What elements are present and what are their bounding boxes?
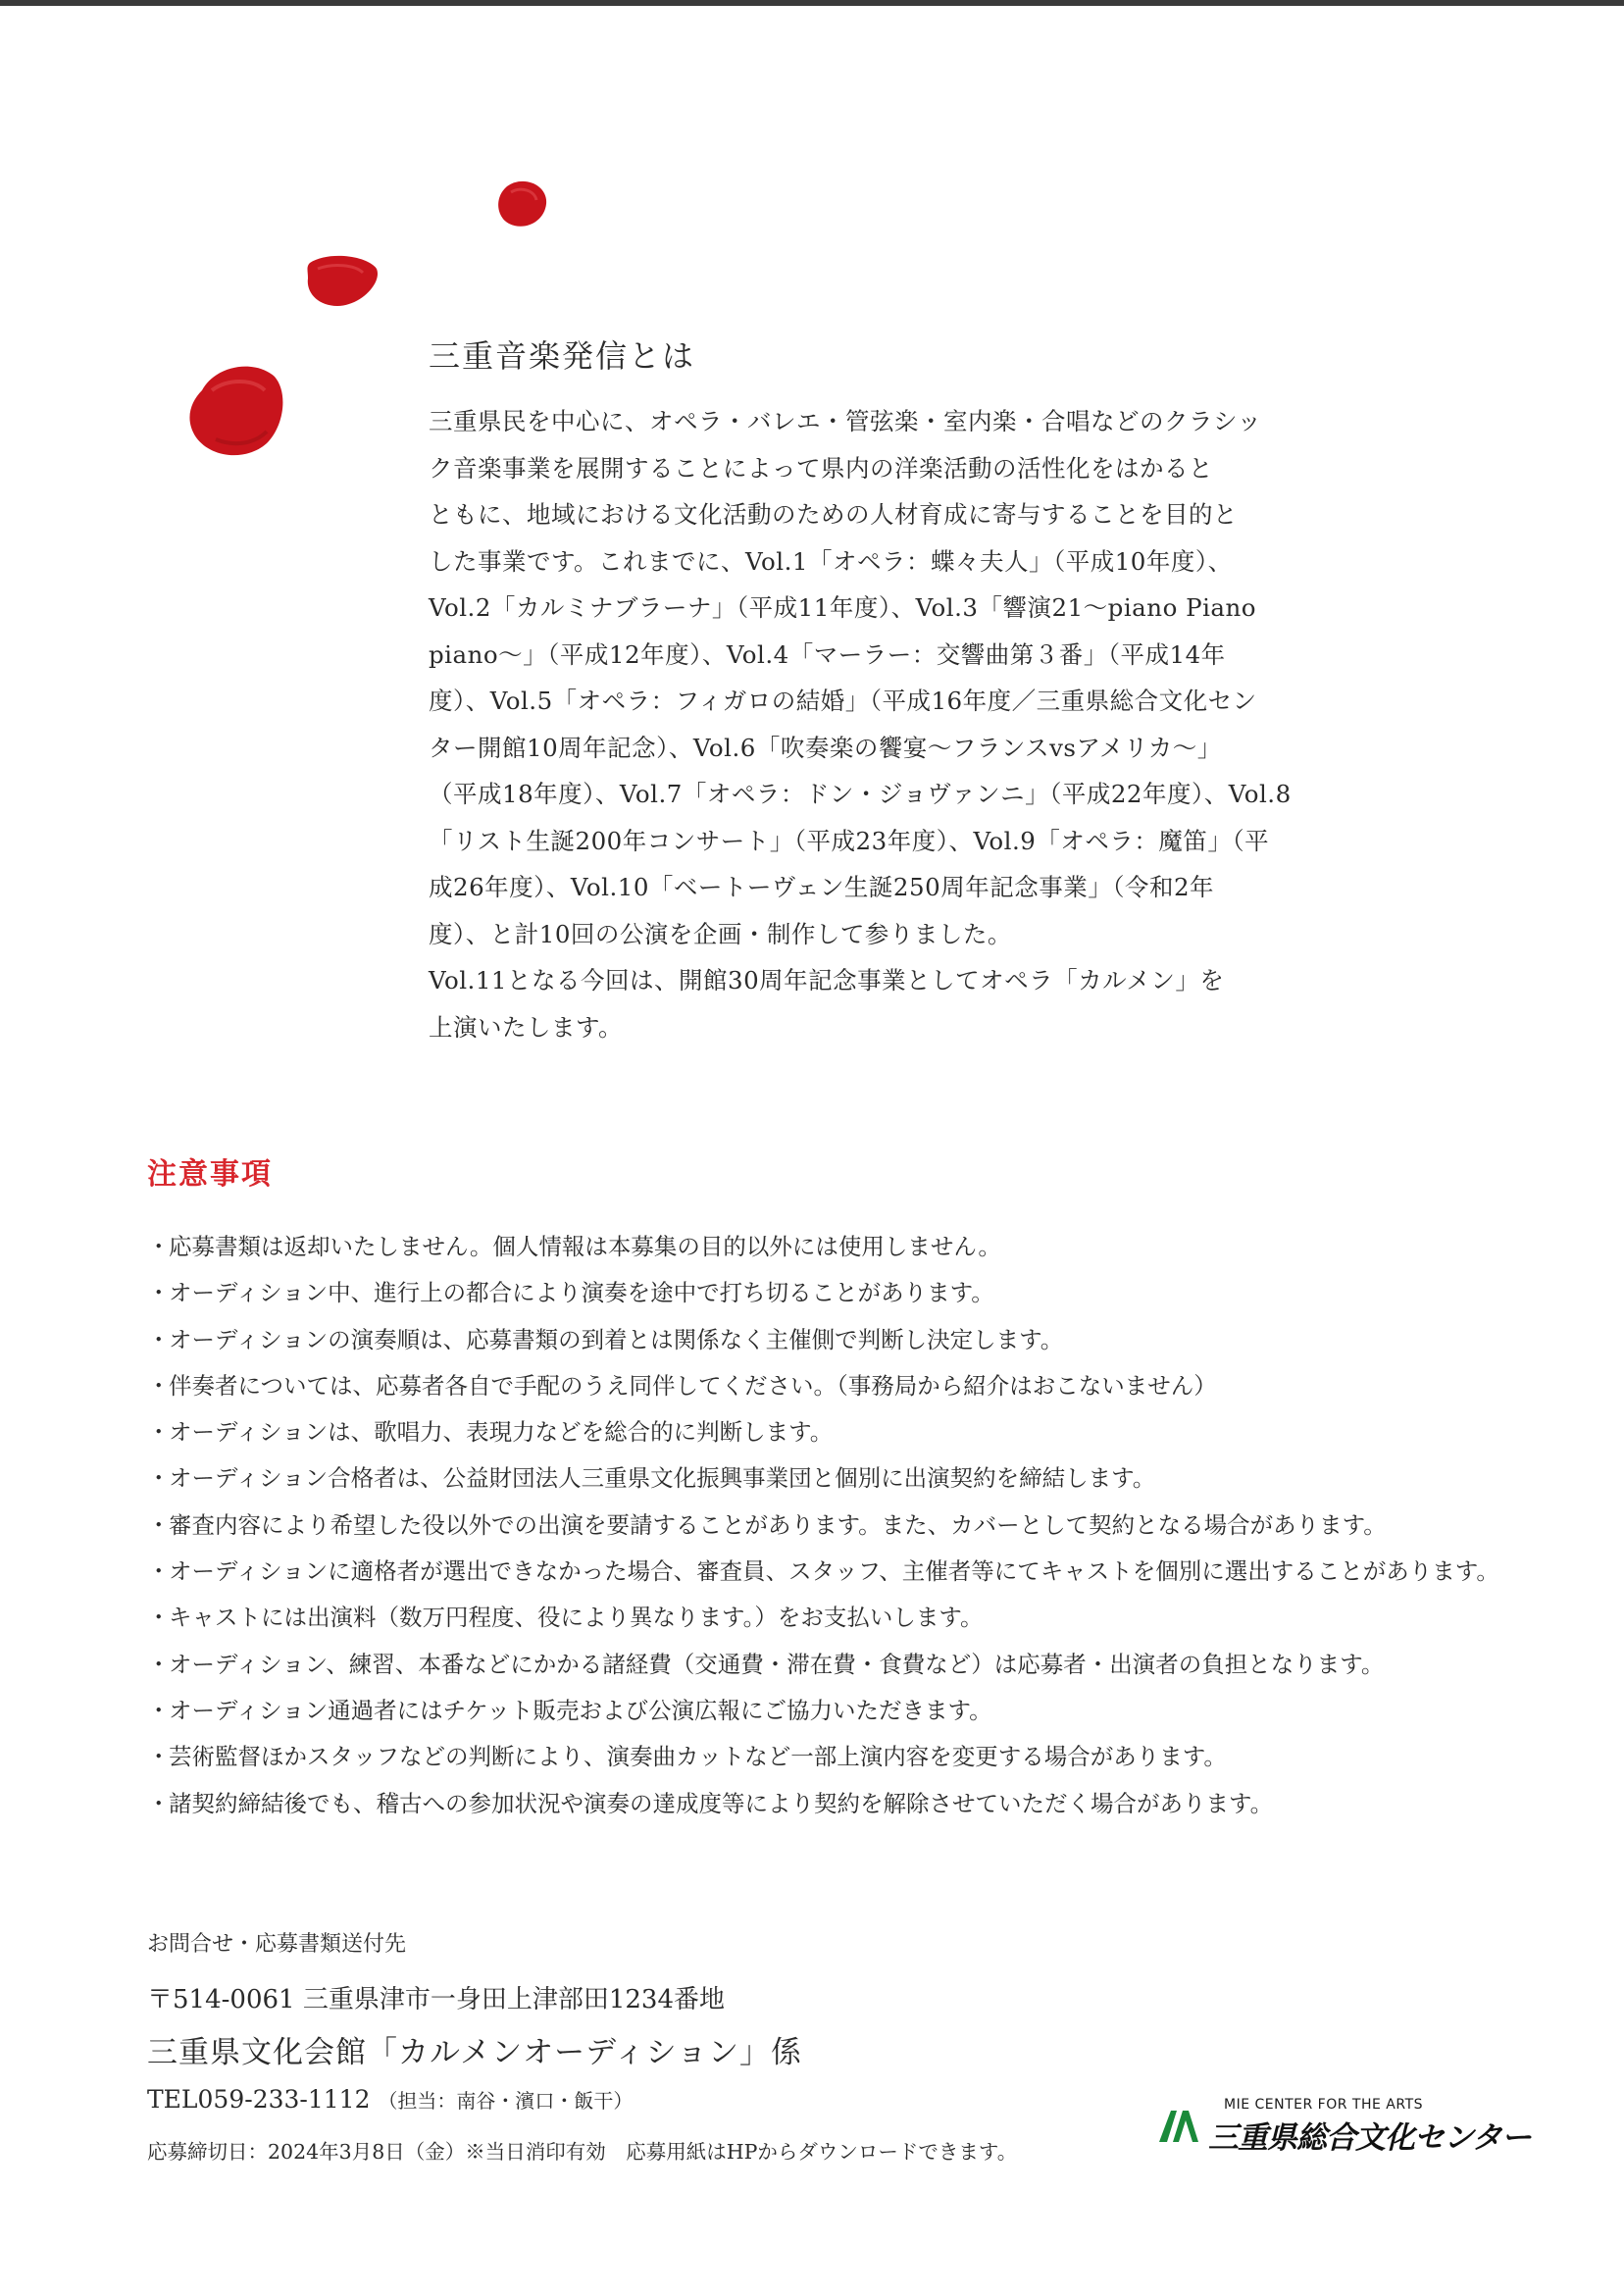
- logo-japanese: 三重県総合文化センター: [1208, 2120, 1531, 2156]
- note-text: 伴奏者については、応募者各自で手配のうえ同伴してください。（事務局から紹介はおこないません）: [169, 1371, 1217, 1400]
- bullet: ・: [147, 1604, 171, 1632]
- intro-line: Vol.11となる今回は、開館30周年記念事業としてオペラ「カルメン」を: [429, 966, 1225, 994]
- bullet: ・: [147, 1233, 171, 1260]
- top-border: [0, 0, 1624, 6]
- deadline-text: 応募締切日：2024年3月8日（金）※当日消印有効 応募用紙はHPからダウンロードできます。: [147, 2140, 1018, 2164]
- note-item: [147, 1781, 1520, 1827]
- intro-line: 成26年度）、Vol.10「ベートーヴェン生誕250周年記念事業」（令和2年: [429, 873, 1215, 901]
- note-text: オーディション、練習、本番などにかかる諸経費（交通費・滞在費・食費など）は応募者・出演者の負担となります。: [169, 1650, 1385, 1678]
- note-text: 応募書類は返却いたしません。個人情報は本募集の目的以外には使用しません。: [169, 1233, 1001, 1260]
- notes-title: 注意事項: [147, 1157, 273, 1192]
- note-text: オーディション合格者は、公益財団法人三重県文化振興事業団と個別に出演契約を締結します。: [169, 1464, 1156, 1493]
- note-text: オーディションは、歌唱力、表現力などを総合的に判断します。: [169, 1418, 834, 1447]
- bullet: ・: [147, 1696, 171, 1724]
- contact-tel-row: [147, 2085, 1128, 2114]
- mie-center-logo: [1157, 2097, 1531, 2156]
- rose-petal-medium: [304, 253, 382, 312]
- note-item: [147, 1270, 1520, 1316]
- intro-title: 三重音楽発信とは: [429, 337, 696, 375]
- bullet: ・: [147, 1557, 171, 1586]
- note-item: [147, 1455, 1520, 1502]
- intro-line: 度）、と計10回の公演を企画・制作して参りました。: [429, 919, 1012, 948]
- bullet: ・: [147, 1371, 171, 1400]
- intro-line: （平成18年度）、Vol.7「オペラ：ドン・ジョヴァンニ」（平成22年度）、Vol.8: [429, 780, 1292, 808]
- note-item: [147, 1363, 1520, 1409]
- note-item: [147, 1224, 1520, 1270]
- bullet: ・: [147, 1650, 171, 1678]
- bullet: ・: [147, 1279, 171, 1307]
- contact-tel-note: （担当：南谷・濱口・飯干）: [378, 2089, 634, 2113]
- intro-line: した事業です。これまでに、Vol.1「オペラ：蝶々夫人」（平成10年度）、: [429, 546, 1233, 576]
- intro-line: 「リスト生誕200年コンサート」（平成23年度）、Vol.9「オペラ：魔笛」（平: [429, 826, 1270, 855]
- note-item: [147, 1595, 1520, 1641]
- note-text: オーディションの演奏順は、応募書類の到着とは関係なく主催側で判断し決定します。: [169, 1325, 1064, 1353]
- intro-line: 上演いたします。: [429, 1012, 624, 1042]
- note-item: [147, 1734, 1520, 1780]
- note-item: [147, 1642, 1520, 1688]
- note-text: キャストには出演料（数万円程度、役により異なります。）をお支払いします。: [169, 1604, 984, 1632]
- note-text: オーディション通過者にはチケット販売および公演広報にご協力いただきます。: [169, 1696, 992, 1724]
- intro-line: ともに、地域における文化活動のための人材育成に寄与することを目的と: [429, 500, 1238, 529]
- bullet: ・: [147, 1510, 171, 1539]
- note-text: オーディションに適格者が選出できなかった場合、審査員、スタッフ、主催者等にてキャストを個別に選出することがあります。: [169, 1557, 1499, 1586]
- intro-section: [429, 331, 1292, 1050]
- intro-line: Vol.2「カルミナブラーナ」（平成11年度）、Vol.3「響演21〜piano Piano: [429, 593, 1257, 622]
- contact-address: 〒514-0061 三重県津市一身田上津部田1234番地: [147, 1985, 726, 2014]
- contact-tel: TEL059-233-1112: [147, 2085, 371, 2114]
- logo-mark-icon: [1157, 2107, 1206, 2144]
- note-text: 審査内容により希望した役以外での出演を要請することがあります。また、カバーとして契約となる場合があります。: [169, 1510, 1387, 1539]
- rose-petal-small: [495, 178, 554, 233]
- logo-english: MIE CENTER FOR THE ARTS: [1224, 2097, 1424, 2113]
- note-item: [147, 1549, 1520, 1595]
- bullet: ・: [147, 1743, 171, 1771]
- bullet: ・: [147, 1464, 171, 1493]
- note-item: [147, 1688, 1520, 1734]
- bullet: ・: [147, 1418, 171, 1447]
- intro-line: ター開館10周年記念）、Vol.6「吹奏楽の饗宴〜フランスvsアメリカ〜」: [429, 733, 1222, 762]
- bullet: ・: [147, 1789, 171, 1817]
- note-item: [147, 1317, 1520, 1363]
- note-item: [147, 1503, 1520, 1549]
- note-text: オーディション中、進行上の都合により演奏を途中で打ち切ることがあります。: [169, 1279, 994, 1307]
- notes-section: [147, 1149, 1520, 1827]
- contact-section: [147, 1927, 1128, 2165]
- intro-line: piano〜」（平成12年度）、Vol.4「マーラー：交響曲第３番」（平成14年: [429, 639, 1226, 669]
- intro-line: 度）、Vol.5「オペラ：フィガロの結婚」（平成16年度／三重県総合文化セン: [429, 687, 1257, 715]
- contact-department: 三重県文化会館「カルメンオーディション」係: [147, 2035, 802, 2070]
- note-text: 芸術監督ほかスタッフなどの判断により、演奏曲カットなど一部上演内容を変更する場合があります。: [169, 1743, 1227, 1771]
- rose-petal-large: [186, 361, 286, 461]
- note-text: 諸契約締結後でも、稽古への参加状況や演奏の達成度等により契約を解除させていただく場合があります。: [169, 1789, 1274, 1817]
- note-item: [147, 1409, 1520, 1455]
- bullet: ・: [147, 1325, 171, 1353]
- intro-line: 三重県民を中心に、オペラ・バレエ・管弦楽・室内楽・合唱などのクラシッ: [429, 407, 1262, 435]
- intro-line: ク音楽事業を展開することによって県内の洋楽活動の活性化をはかると: [429, 453, 1213, 483]
- contact-label: お問合せ・応募書類送付先: [147, 1932, 407, 1957]
